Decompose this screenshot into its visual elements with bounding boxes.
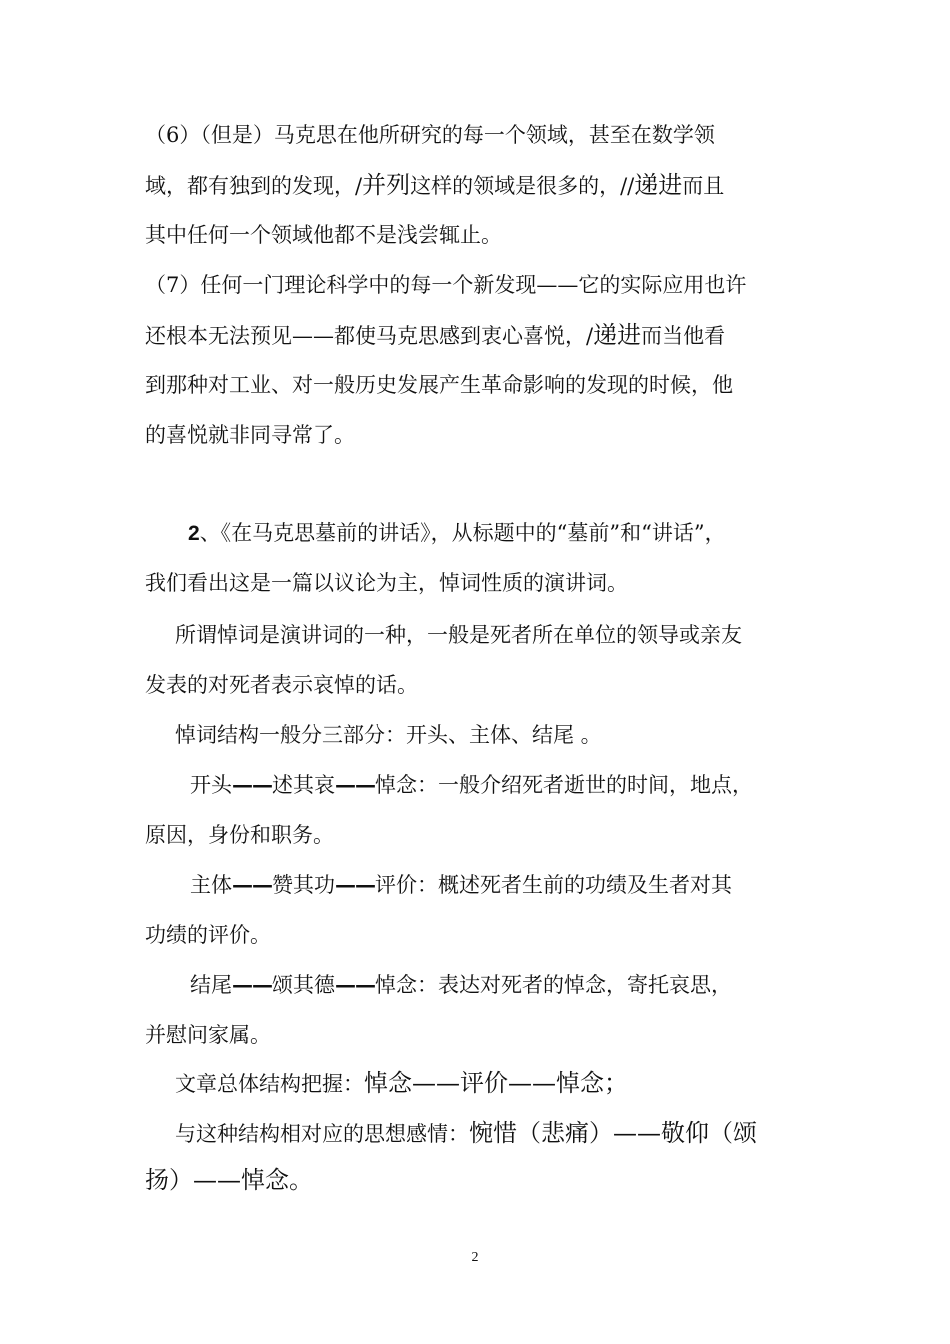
p6-line-2	[145, 170, 724, 201]
bold-dash: ——	[232, 772, 272, 797]
opening-line-2: 原因，身份和职务。	[145, 823, 334, 847]
p6-text: 域，都有独到的发现，/	[145, 174, 363, 198]
ending-line-1	[190, 970, 732, 1000]
ending-line-2: 并慰问家属。	[145, 1023, 271, 1047]
p7-line-1: （7）任何一门理论科学中的每一个新发现——它的实际应用也许	[145, 273, 747, 297]
body-phrase: 赞其功	[272, 873, 335, 897]
opening-label: 开头	[190, 773, 232, 797]
definition-line-1: 所谓悼词是演讲词的一种，一般是死者所在单位的领导或亲友	[175, 623, 742, 647]
definition-line-2: 发表的对死者表示哀悼的话。	[145, 673, 418, 697]
overall-value: 悼念——评价——悼念；	[364, 1069, 628, 1097]
opening-line-1	[190, 770, 753, 800]
body-line-2: 功绩的评价。	[145, 923, 271, 947]
bold-dash: ——	[335, 772, 375, 797]
overall-structure-line	[175, 1068, 628, 1099]
ending-phrase: 颂其德	[272, 973, 335, 997]
bold-dash: ——	[335, 872, 375, 897]
structure-line: 悼词结构一般分三部分：开头、主体、结尾 。	[175, 723, 602, 747]
emotion-label: 与这种结构相对应的思想感情：	[175, 1122, 469, 1146]
p6-line-3: 其中任何一个领域他都不是浅尝辄止。	[145, 223, 502, 247]
opening-phrase: 述其哀	[272, 773, 335, 797]
annotation-progressive: 递进	[634, 171, 683, 199]
overall-label: 文章总体结构把握：	[175, 1072, 364, 1096]
section-2-line-1	[188, 518, 726, 549]
annotation-progressive: 递进	[593, 321, 642, 349]
emotion-line-2: 扬）——悼念。	[145, 1166, 313, 1194]
page-number: 2	[471, 1250, 479, 1265]
bold-dash: ——	[232, 872, 272, 897]
p7-line-4: 的喜悦就非同寻常了。	[145, 423, 355, 447]
p7-line-2	[145, 320, 725, 351]
emotion-line-1	[175, 1118, 757, 1149]
section-2-text: 、《在马克思墓前的讲话》，从标题中的“墓前”和“讲话”，	[199, 521, 726, 545]
annotation-parallel: 并列	[362, 171, 411, 199]
ending-label: 结尾	[190, 973, 232, 997]
p7-line-3: 到那种对工业、对一般历史发展产生革命影响的发现的时候，他	[145, 373, 733, 397]
section-number: 2	[188, 522, 200, 545]
p7-text: 还根本无法预见——都使马克思感到衷心喜悦，/	[145, 324, 594, 348]
p6-line-1: （6）（但是）马克思在他所研究的每一个领域，甚至在数学领	[145, 123, 715, 147]
body-label: 主体	[190, 873, 232, 897]
ending-desc: 悼念：表达对死者的悼念，寄托哀思，	[375, 973, 732, 997]
section-2-line-2: 我们看出这是一篇以议论为主，悼词性质的演讲词。	[145, 571, 628, 595]
bold-dash: ——	[232, 972, 272, 997]
p7-text: 而当他看	[641, 324, 726, 348]
emotion-value: 惋惜（悲痛）——敬仰（颂	[469, 1119, 757, 1147]
body-desc: 评价：概述死者生前的功绩及生者对其	[375, 873, 732, 897]
body-line-1	[190, 870, 732, 900]
opening-desc: 悼念：一般介绍死者逝世的时间，地点，	[375, 773, 753, 797]
p6-text: 而且	[682, 174, 725, 198]
bold-dash: ——	[335, 972, 375, 997]
p6-text: 这样的领域是很多的，//	[410, 174, 635, 198]
